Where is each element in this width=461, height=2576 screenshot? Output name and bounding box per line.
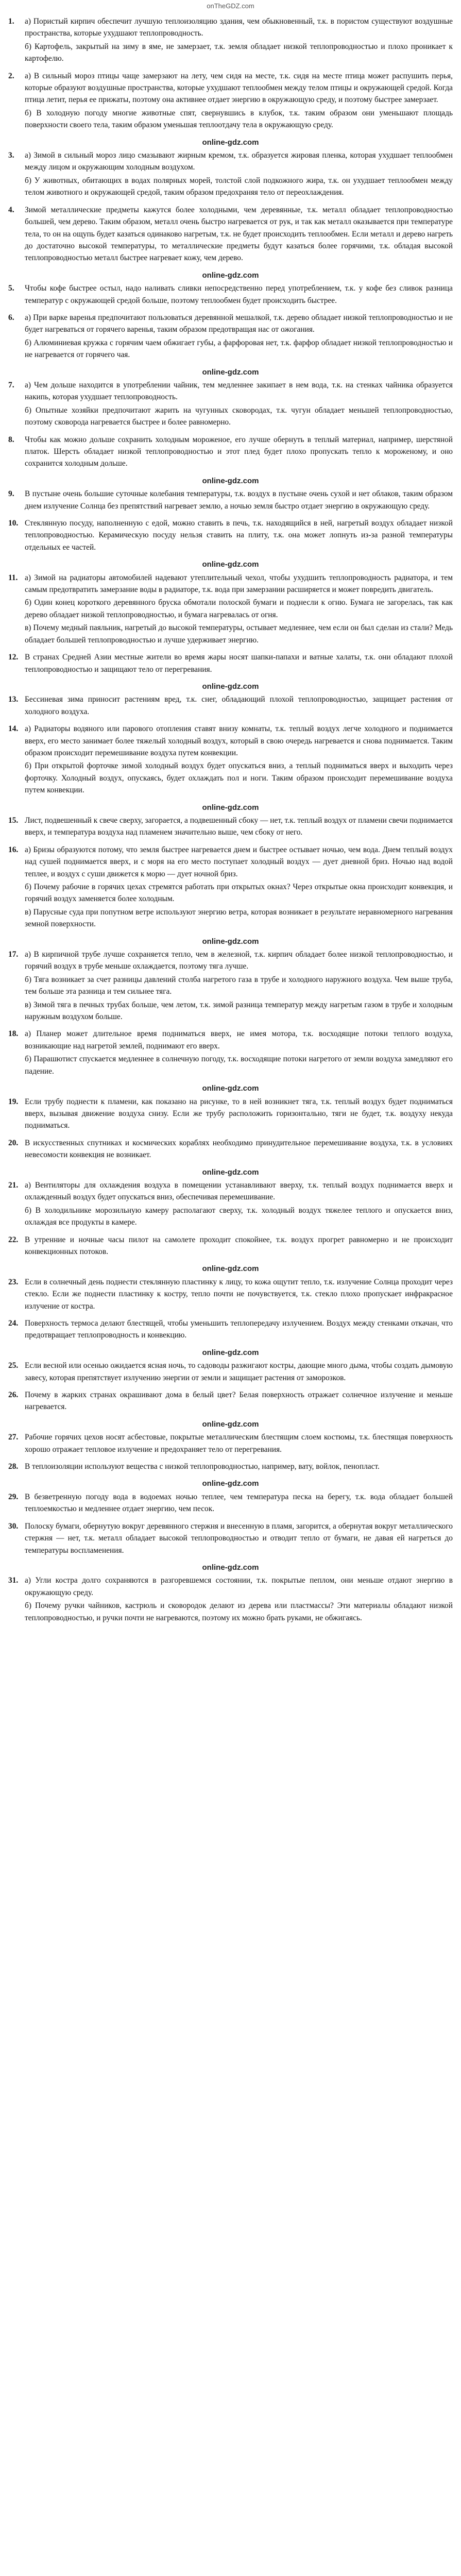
question-item bbox=[8, 434, 453, 470]
question-number: 22. bbox=[8, 1235, 19, 1244]
question-item bbox=[8, 693, 453, 718]
answer-paragraph: б) В холодильнике морозильную камеру располагают сверху, т.к. холодный воздух тяжелее теплого и опускается вниз, охлаждая все продукты в камере. bbox=[25, 1206, 453, 1227]
answer-paragraph: б) Алюминиевая кружка с горячим чаем обжигает губы, а фарфоровая нет, т.к. фарфор обладает низкой теплопроводностью и не нагревается от горячего чая. bbox=[25, 338, 453, 360]
question-number: 21. bbox=[8, 1180, 19, 1190]
question-number: 4. bbox=[8, 205, 14, 214]
question-number: 2. bbox=[8, 71, 14, 80]
question-item bbox=[8, 1431, 453, 1455]
question-number: 17. bbox=[8, 950, 19, 959]
question-item bbox=[8, 723, 453, 796]
question-number: 10. bbox=[8, 519, 19, 528]
page-header-site: onTheGDZ.com bbox=[207, 2, 254, 10]
watermark-text: online-gdz.com bbox=[202, 937, 259, 946]
question-number: 24. bbox=[8, 1319, 19, 1328]
answer-paragraph: б) При открытой форточке зимой холодный воздух будет опускаться вниз, а теплый подниматься вверх и выходить через форточку. Холодный воздух, опускаясь, будет охлаждать пол и ноги. Таким образом происходит перемешивание воздуха путем конвекции. bbox=[25, 761, 453, 795]
watermark-text: online-gdz.com bbox=[202, 367, 259, 377]
answer-paragraph: В утренние и ночные часы пилот на самолете проходит спокойнее, т.к. воздух прогрет равномерно и не происходит конвекционных потоков. bbox=[25, 1235, 453, 1256]
answer-paragraph: В теплоизоляции используют вещества с низкой теплопроводностью, например, вату, войлок, пенопласт. bbox=[25, 1462, 380, 1471]
question-number: 8. bbox=[8, 435, 14, 444]
question-item bbox=[8, 844, 453, 930]
watermark-text: online-gdz.com bbox=[202, 1084, 259, 1093]
question-number: 3. bbox=[8, 151, 14, 160]
watermark-text: online-gdz.com bbox=[202, 1419, 259, 1429]
question-item bbox=[8, 204, 453, 264]
answer-paragraph: а) Зимой на радиаторы автомобилей надевают утеплительный чехол, чтобы ухудшить теплопроводность радиатора, и тем самым предотвратить замерзание воды в радиаторе, т.к. вода при замерзании расширяется и может повредить двигатель. bbox=[25, 573, 453, 595]
answer-paragraph: Зимой металлические предметы кажутся более холодными, чем деревянные, т.к. металл обладает теплопроводностью большей, чем дерево. Таким образом, металл очень быстро нагревается от рук, и так как металл оказывается при температуре тела, то он на ощупь будет казаться одинаково нагретым, т.к. не будет происходить теплообмен. Если металл и дерево нагреть до достаточно высокой температуры, то металлические предметы будут казаться более горячими, т.к. обладая высокой теплопроводностью металл быстрее нагревает кожу, чем дерево. bbox=[25, 205, 453, 263]
answer-paragraph: В пустыне очень большие суточные колебания температуры, т.к. воздух в пустыне очень сухой и нет облаков, таким образом днем излучение Солнца без препятствий нагревает землю, а ночью земля быстро отдает энергию в окружающую среду. bbox=[25, 489, 453, 511]
question-item bbox=[8, 1096, 453, 1132]
watermark-text: online-gdz.com bbox=[202, 682, 259, 691]
question-item bbox=[8, 1234, 453, 1258]
answer-paragraph: Полоску бумаги, обернутую вокруг деревянного стержня и внесенную в пламя, загорится, а обернутая вокруг металлического стержня — нет, т.к. металл обладает высокой теплопроводностью и отводит тепло от бумаги, не давая ей нагреться до температуры воспламенения. bbox=[25, 1521, 453, 1555]
answer-paragraph: Бессиневая зима приносит растениям вред, т.к. снег, обладающий плохой теплопроводностью, защищает растения от холодного воздуха. bbox=[25, 695, 453, 716]
question-item bbox=[8, 312, 453, 361]
watermark-text: online-gdz.com bbox=[202, 803, 259, 812]
watermark-text: online-gdz.com bbox=[202, 1348, 259, 1357]
question-number: 29. bbox=[8, 1492, 19, 1501]
question-item bbox=[8, 1317, 453, 1342]
answer-paragraph: В странах Средней Азии местные жители во время жары носят шапки-папахи и ватные халаты, т.к. они обладают плохой теплопроводностью и защищают тело от перегревания. bbox=[25, 653, 453, 674]
question-item bbox=[8, 1179, 453, 1229]
question-item bbox=[8, 1276, 453, 1312]
question-number: 5. bbox=[8, 284, 14, 293]
watermark-text: online-gdz.com bbox=[202, 1563, 259, 1572]
answer-paragraph: а) При варке варенья предпочитают пользоваться деревянной мешалкой, т.к. дерево обладает низкой теплопроводностью и не будет нагреваться от горячего варенья, таким образом предотвращая нас от ожогания. bbox=[25, 313, 453, 334]
question-item bbox=[8, 1574, 453, 1624]
question-number: 16. bbox=[8, 845, 19, 854]
answer-paragraph: б) Опытные хозяйки предпочитают жарить на чугунных сковородах, т.к. чугун обладает меньшей теплопроводностью, поэтому сковорода нагревается быстрее и более равномерно. bbox=[25, 405, 453, 427]
watermark-text: online-gdz.com bbox=[202, 1479, 259, 1488]
question-item bbox=[8, 488, 453, 512]
question-number: 6. bbox=[8, 313, 14, 322]
answer-paragraph: Стеклянную посуду, наполненную с едой, можно ставить в печь, т.к. находящийся в ней, нагретый воздух обладает низкой теплопроводностью. Керамическую посуду нельзя ставить на плиту, т.к. она может лопнуть из-за разной температуры отдельных ее частей. bbox=[25, 519, 453, 552]
question-item bbox=[8, 149, 453, 199]
answer-paragraph: в) Зимой тяга в печных трубах больше, чем летом, т.к. зимой разница температур между нагретым газом в трубе и холодным наружным воздухом больше. bbox=[25, 1000, 453, 1022]
answer-paragraph: б) Тяга возникает за счет разницы давлений столба нагретого газа в трубе и холодного наружного воздуха. Чем выше труба, тем больше эта разница и тем сильнее тяга. bbox=[25, 975, 453, 996]
question-number: 27. bbox=[8, 1433, 19, 1442]
answer-paragraph: б) Картофель, закрытый на зиму в яме, не замерзает, т.к. земля обладает низкой теплопроводностью и плохо проникает к картофелю. bbox=[25, 42, 453, 63]
question-number: 13. bbox=[8, 695, 19, 704]
answer-paragraph: а) Чем дольше находится в употреблении чайник, тем медленнее закипает в нем вода, т.к. на стенках чайника образуется накипь, которая ухудшает теплопроводность. bbox=[25, 380, 453, 402]
question-item bbox=[8, 572, 453, 646]
question-item bbox=[8, 1137, 453, 1161]
answer-paragraph: а) Зимой в сильный мороз лицо смазывают жирным кремом, т.к. образуется жировая пленка, которая ухудшает теплообмен между лицом и окружающим холодным воздухом. bbox=[25, 151, 453, 172]
answer-paragraph: б) Почему ручки чайников, кастрюль и сковородок делают из дерева или пластмассы? Эти материалы обладают низкой теплопроводностью, и ручки почти не нагреваются, поэтому их можно брать руками, не обжигаясь. bbox=[25, 1601, 453, 1622]
question-number: 9. bbox=[8, 489, 14, 499]
question-number: 19. bbox=[8, 1097, 19, 1106]
answer-paragraph: Поверхность термоса делают блестящей, чтобы уменьшить теплопередачу излучением. Воздух между стенками откачан, что предотвращает теплопроводность и конвекцию. bbox=[25, 1319, 453, 1340]
question-number: 25. bbox=[8, 1361, 19, 1370]
answer-paragraph: а) Планер может длительное время подниматься вверх, не имея мотора, т.к. восходящие потоки теплого воздуха, возникающие над нагретой землей, поднимают его вверх. bbox=[25, 1029, 453, 1050]
question-number: 30. bbox=[8, 1521, 19, 1531]
answer-paragraph: Почему в жарких странах окрашивают дома в белый цвет? Белая поверхность отражает солнечное излучение и меньше нагревается. bbox=[25, 1391, 453, 1412]
answer-paragraph: Рабочие горячих цехов носят асбестовые, покрытые металлическим блестящим слоем костюмы, т.к. блестящая поверхность хорошо отражает тепловое излучение и предохраняет тело от перегревания. bbox=[25, 1433, 453, 1454]
question-number: 14. bbox=[8, 724, 19, 734]
answer-paragraph: в) Парусные суда при попутном ветре используют энергию ветра, которая возникает в результате неравномерного нагревания земной поверхности. bbox=[25, 907, 453, 929]
answer-paragraph: Если весной или осенью ожидается ясная ночь, то садоводы разжигают костры, дающие много дыма, чтобы создать дымовую завесу, которая препятствует излучению энергии от земли и защищает растения от заморозков. bbox=[25, 1361, 453, 1382]
question-item bbox=[8, 15, 453, 65]
question-number: 1. bbox=[8, 17, 14, 26]
question-number: 26. bbox=[8, 1391, 19, 1400]
answer-paragraph: Чтобы как можно дольше сохранить холодным мороженое, его лучше обернуть в теплый материал, например, шерстяной платок. Шерсть обладает низкой теплопроводностью и этот плед будет плохо пропускать тепло к мороженому, и оно сохранится холодным дольше. bbox=[25, 435, 453, 468]
watermark-text: online-gdz.com bbox=[202, 270, 259, 280]
answer-paragraph: б) У животных, обитающих в водах полярных морей, толстой слой подкожного жира, т.к. он ухудшает теплообмен между телом животного и окружающей средой, таким образом предохраняя тело от переохлаждения. bbox=[25, 176, 453, 197]
answer-paragraph: Чтобы кофе быстрее остыл, надо наливать сливки непосредственно перед употреблением, т.к. у кофе без сливок разница температур с окружающей средой больше, поэтому теплообмен будет происходить быстрее. bbox=[25, 284, 453, 305]
question-number: 28. bbox=[8, 1462, 19, 1471]
answer-paragraph: а) Вентиляторы для охлаждения воздуха в помещении устанавливают вверху, т.к. теплый воздух поднимается вверх и охлажденный воздух будет опускаться вниз, обеспечивая перемешивание. bbox=[25, 1180, 453, 1202]
question-item bbox=[8, 1360, 453, 1384]
question-item bbox=[8, 1389, 453, 1413]
answer-paragraph: а) В сильный мороз птицы чаще замерзают на лету, чем сидя на месте, т.к. сидя на месте птица может распушить перья, которые образуют воздушные пространства, которые ухудшают теплообмен между телом птицы и окружающей средой. Когда птица летит, перья ее прижаты, поэтому она активнее отдает энергию в окружающую среду, и поэтому быстрее замерзает. bbox=[25, 71, 453, 105]
question-number: 12. bbox=[8, 653, 19, 662]
answer-paragraph: а) В кирпичной трубе лучше сохраняется тепло, чем в железной, т.к. кирпич обладает более низкой теплопроводностью, и горячий воздух в трубе меньше охлаждается, поэтому тяга лучше. bbox=[25, 950, 453, 971]
question-item bbox=[8, 70, 453, 131]
question-item bbox=[8, 1461, 453, 1472]
question-item bbox=[8, 651, 453, 675]
question-item bbox=[8, 1028, 453, 1077]
question-item bbox=[8, 815, 453, 839]
answer-paragraph: а) Бризы образуются потому, что земля быстрее нагревается днем и быстрее остывает ночью, чем вода. Днем теплый воздух над сушей поднимается вверх, и с моря на его место поступает холодный воздух — дует дневной бриз. Ночью над водой теплее, и воздух с суши движется к морю — дует ночной бриз. bbox=[25, 845, 453, 878]
answer-paragraph: в) Почему медный паяльник, нагретый до высокой температуры, остывает медленнее, чем если он был сделан из стали? Медь обладает большей теплопроводностью и лучше удерживает энергию. bbox=[25, 623, 453, 645]
answer-paragraph: Если трубу поднести к пламени, как показано на рисунке, то в ней возникнет тяга, т.к. теплый воздух будет подниматься вверх, вызывая движение воздуха снизу. Если же трубу расположить горизонтально, тяги не будет, т.к. воздуху некуда подниматься. bbox=[25, 1097, 453, 1130]
answer-paragraph: б) Почему рабочие в горячих цехах стремятся работать при открытых окнах? Через открытые окна происходит конвекция, и горячий воздух заменяется более холодным. bbox=[25, 883, 453, 904]
question-number: 11. bbox=[8, 573, 18, 582]
watermark-text: online-gdz.com bbox=[202, 1167, 259, 1177]
question-number: 31. bbox=[8, 1576, 19, 1585]
answer-paragraph: Если в солнечный день поднести стеклянную пластинку к лицу, то кожа ощутит тепло, т.к. излучение Солнца проходит через стекло. Если же поднести пластинку к костру, тепло почти не почувствуется, т.к. стекло плохо пропускает инфракрасное излучение от костра. bbox=[25, 1277, 453, 1311]
answer-paragraph: б) Парашютист спускается медленнее в солнечную погоду, т.к. восходящие потоки нагретого от земли воздуха замедляют его падение. bbox=[25, 1055, 453, 1076]
answer-paragraph: а) Радиаторы водяного или парового отопления ставят внизу комнаты, т.к. теплый воздух легче холодного и поднимается вверх, его место занимает более тяжелый холодный воздух, который в свою очередь нагревается и снова поднимается. Таким образом происходит перемешивание воздуха путем конвекции. bbox=[25, 724, 453, 757]
question-item bbox=[8, 517, 453, 553]
watermark-text: online-gdz.com bbox=[202, 138, 259, 147]
answer-paragraph: а) Пористый кирпич обеспечит лучшую теплоизоляцию здания, чем обыкновенный, т.к. в пористом существуют воздушные пространства, которые ухудшают теплопроводность. bbox=[25, 17, 453, 38]
question-item bbox=[8, 282, 453, 307]
answer-paragraph: В безветренную погоду вода в водоемах ночью теплее, чем температура песка на берегу, т.к. вода обладает большей теплоемкостью и медленнее отдает энергию, чем песок. bbox=[25, 1492, 453, 1514]
question-number: 18. bbox=[8, 1029, 19, 1039]
answer-paragraph: В искусственных спутниках и космических кораблях необходимо принудительное перемешивание воздуха, т.к. в условиях невесомости конвекция не возникает. bbox=[25, 1138, 453, 1160]
question-number: 7. bbox=[8, 380, 14, 389]
question-item bbox=[8, 948, 453, 1023]
answer-paragraph: Лист, подвешенный к свече сверху, загорается, а подвешенный сбоку — нет, т.к. теплый воздух от пламени свечи поднимается вверх, и температура воздуха над пламенем значительно выше, чем сбоку от него. bbox=[25, 816, 453, 837]
watermark-text: online-gdz.com bbox=[202, 1264, 259, 1274]
document-page bbox=[8, 15, 453, 1629]
question-item bbox=[8, 1491, 453, 1515]
watermark-text: online-gdz.com bbox=[202, 476, 259, 485]
question-number: 20. bbox=[8, 1138, 19, 1147]
question-item bbox=[8, 1520, 453, 1556]
answer-paragraph: б) В холодную погоду многие животные спят, свернувшись в клубок, т.к. таким образом они уменьшают площадь поверхности своего тела, таким образом уменьшая теплоотдачу тела в окружающую среду. bbox=[25, 108, 453, 130]
question-item bbox=[8, 379, 453, 429]
question-number: 23. bbox=[8, 1277, 19, 1286]
question-number: 15. bbox=[8, 816, 19, 825]
answer-paragraph: а) Угли костра долго сохраняются в разгоревшемся состоянии, т.к. покрытые пеплом, они меньше отдают энергию в окружающую среду. bbox=[25, 1576, 453, 1597]
watermark-text: online-gdz.com bbox=[202, 560, 259, 569]
answer-paragraph: б) Один конец короткого деревянного бруска обмотали полоской бумаги и поднесли к огню. Бумага не загорелась, так как дерево обладает низкой теплопроводностью, и бумага нагревалась от огня. bbox=[25, 598, 453, 619]
